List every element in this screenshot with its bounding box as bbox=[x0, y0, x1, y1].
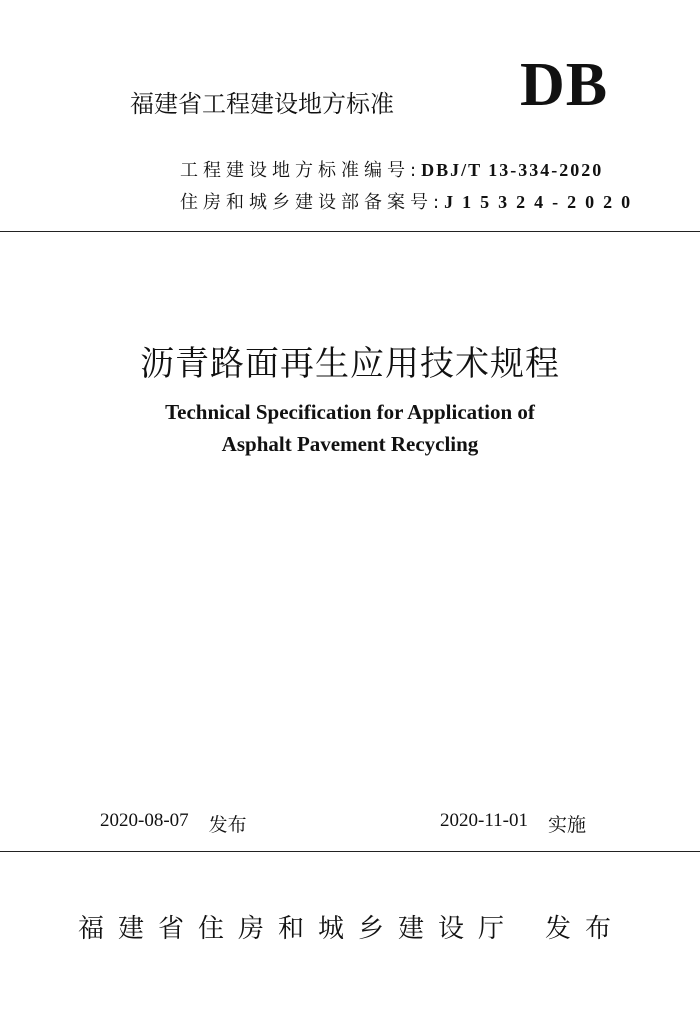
issuer-heading: 福建省工程建设地方标准 bbox=[130, 90, 394, 118]
implement-label: 实施 bbox=[547, 814, 586, 836]
top-divider bbox=[0, 231, 700, 232]
bottom-divider bbox=[0, 851, 700, 852]
record-number-value: J15324-2020 bbox=[444, 192, 640, 212]
title-chinese: 沥青路面再生应用技术规程 bbox=[140, 344, 560, 384]
issue-label: 发布 bbox=[208, 814, 247, 836]
publisher-name: 福建省住房和城乡建设厅 bbox=[78, 914, 519, 944]
record-number-label: 住房和城乡建设部备案号: bbox=[180, 192, 445, 213]
publish-label: 发布 bbox=[545, 914, 626, 944]
implement-date: 2020-11-01 bbox=[440, 810, 528, 831]
title-english-line-2: Asphalt Pavement Recycling bbox=[221, 432, 479, 456]
standard-number-label: 工程建设地方标准编号: bbox=[180, 160, 422, 181]
db-standard-mark: DB bbox=[520, 51, 609, 119]
title-english-line-1: Technical Specification for Application of bbox=[165, 400, 535, 424]
issue-date-row bbox=[100, 810, 247, 837]
record-number-row bbox=[180, 188, 639, 214]
issue-date: 2020-08-07 bbox=[100, 810, 189, 831]
implement-date-row bbox=[440, 810, 586, 837]
standard-number-value: DBJ/T 13-334-2020 bbox=[421, 160, 604, 180]
standard-number-row bbox=[180, 156, 603, 182]
